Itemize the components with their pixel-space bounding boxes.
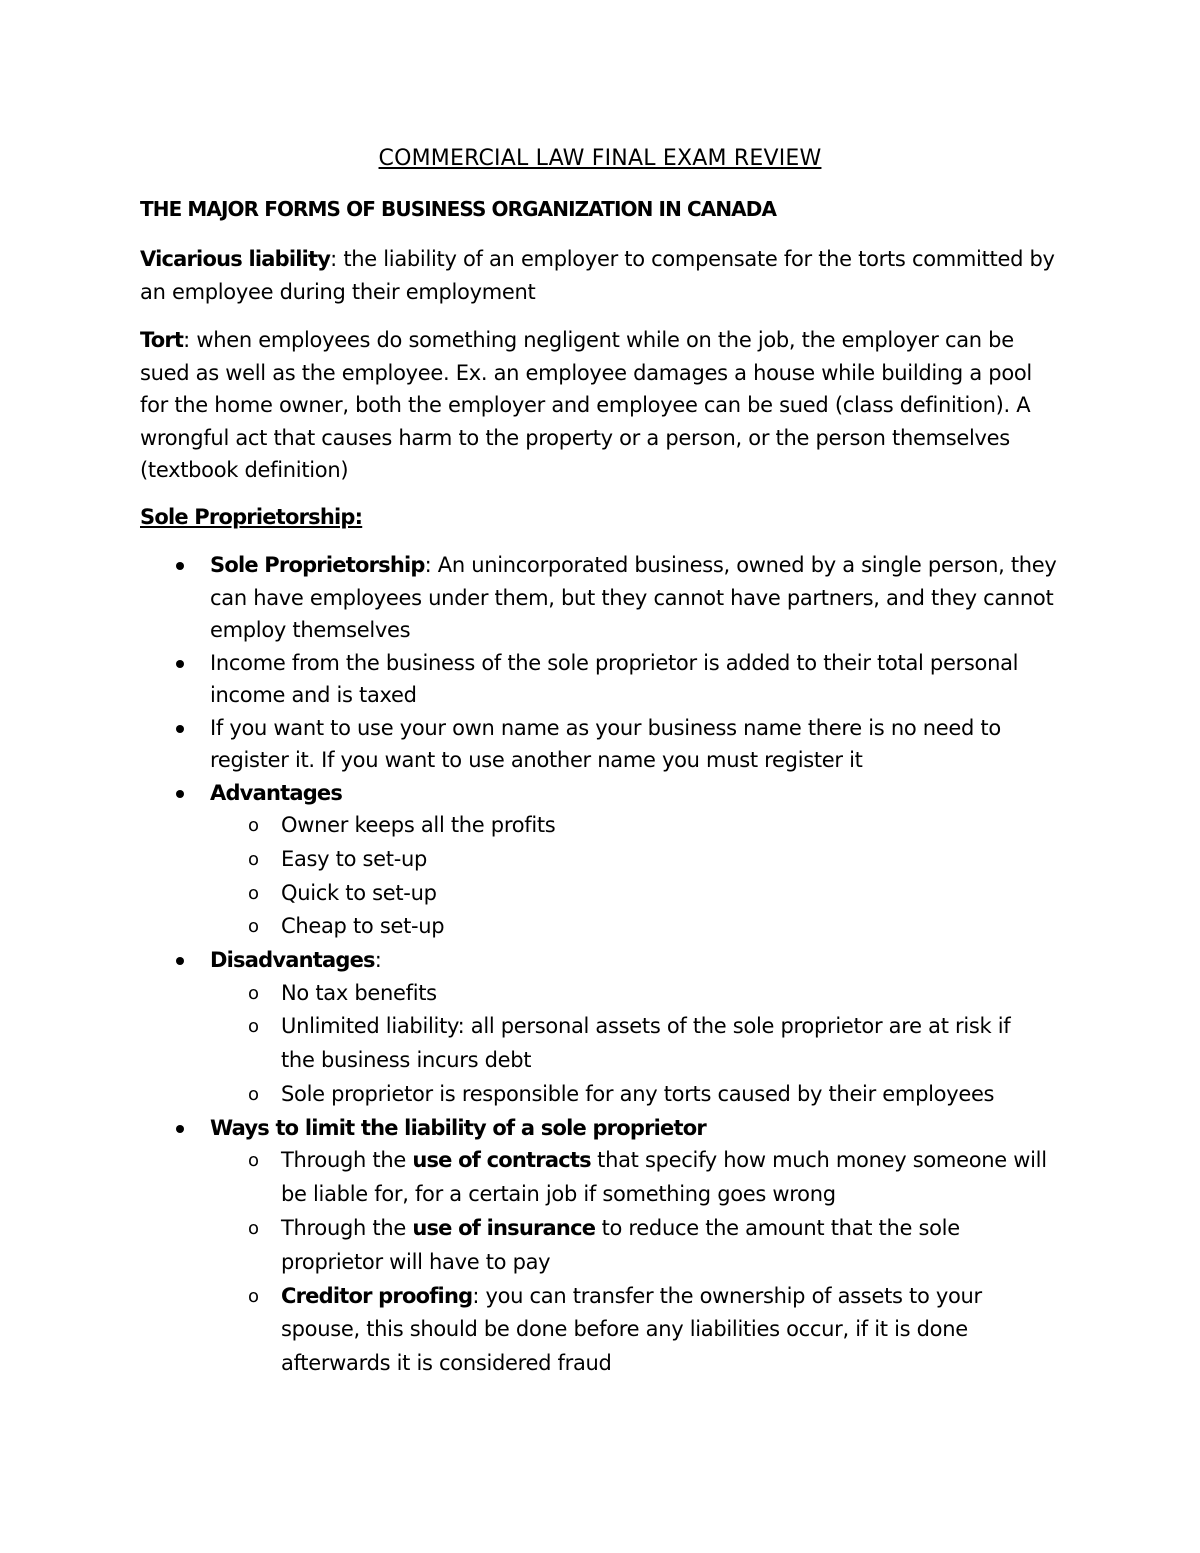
circle-bullet-icon: o xyxy=(248,882,259,904)
vicarious-liability-term: Vicarious liability xyxy=(140,247,331,271)
circle-bullet-icon: o xyxy=(248,1217,259,1239)
income-text: Income from the business of the sole proprietor is added to their total personal income and is taxed xyxy=(210,650,1019,707)
advantage-item: Cheap to set-up xyxy=(281,914,445,939)
way-text: Through the xyxy=(281,1148,413,1173)
way-text: that specify how much money someone will be liable for, for a certain job if something goes wrong xyxy=(281,1148,1047,1207)
bullet-icon xyxy=(176,725,184,733)
ways-to-limit-label: Ways to limit the liability of a sole proprietor xyxy=(210,1115,706,1140)
list-item xyxy=(0,944,1200,1112)
list-item xyxy=(210,877,1070,911)
disadvantage-item: Sole proprietor is responsible for any torts caused by their employees xyxy=(281,1082,995,1107)
tort-paragraph xyxy=(140,324,1060,487)
bullet-icon xyxy=(176,957,184,965)
tort-term: Tort xyxy=(140,328,184,352)
circle-bullet-icon: o xyxy=(248,1084,259,1106)
circle-bullet-icon: o xyxy=(248,916,259,938)
advantage-item: Easy to set-up xyxy=(281,846,428,871)
list-item xyxy=(0,1112,1200,1381)
advantages-list xyxy=(210,809,1070,944)
business-name-text: If you want to use your own name as your business name there is no need to register it. If you want to use another name you must register it xyxy=(210,715,1001,772)
disadvantages-list xyxy=(210,977,1070,1112)
way-text: Through the xyxy=(281,1215,413,1240)
advantages-label: Advantages xyxy=(210,780,343,805)
list-item xyxy=(0,549,1200,647)
list-item xyxy=(0,777,1200,945)
list-item xyxy=(210,1144,1070,1212)
disadvantages-colon: : xyxy=(374,948,382,973)
creditor-proofing-term: Creditor proofing xyxy=(281,1283,473,1308)
ways-to-limit-list xyxy=(210,1144,1070,1381)
disadvantage-item: Unlimited liability: all personal assets of the sole proprietor are at risk if the business incurs debt xyxy=(281,1014,1011,1073)
circle-bullet-icon: o xyxy=(248,815,259,836)
way-text: to reduce the amount that the sole proprietor will have to pay xyxy=(281,1215,960,1274)
use-of-contracts-term: use of contracts xyxy=(412,1148,591,1173)
section-heading: THE MAJOR FORMS OF BUSINESS ORGANIZATION IN CANADA xyxy=(140,197,777,221)
tort-definition: : when employees do something negligent while on the job, the employer can be sued as well as the employee. Ex. an employee damages a house while building a pool for the home owner, both the employer and employee can be sued (class definition). A wrongful act that causes harm to the property or a person, or the person themselves (textbook definition) xyxy=(140,328,1032,482)
sole-proprietorship-term: Sole Proprietorship xyxy=(210,553,425,577)
list-item xyxy=(210,1010,1070,1078)
circle-bullet-icon: o xyxy=(248,1016,259,1038)
advantage-item: Owner keeps all the profits xyxy=(281,813,556,837)
circle-bullet-icon: o xyxy=(248,982,259,1004)
vicarious-liability-definition: : the liability of an employer to compensate for the torts committed by an employee during their employment xyxy=(140,247,1055,304)
disadvantages-label: Disadvantages xyxy=(210,948,375,973)
list-item xyxy=(210,1280,1070,1381)
list-item xyxy=(210,977,1070,1011)
list-item xyxy=(210,843,1070,877)
bullet-icon xyxy=(176,660,184,668)
bullet-icon xyxy=(176,1125,184,1133)
sole-proprietorship-definition: : An unincorporated business, owned by a single person, they can have employees under them, but they cannot have partners, and they cannot employ themselves xyxy=(210,553,1057,642)
bullet-icon xyxy=(176,562,184,570)
circle-bullet-icon: o xyxy=(248,848,259,870)
document-title: COMMERCIAL LAW FINAL EXAM REVIEW xyxy=(378,146,822,171)
circle-bullet-icon: o xyxy=(248,1150,259,1172)
advantage-item: Quick to set-up xyxy=(281,880,437,905)
vicarious-liability-paragraph xyxy=(140,243,1060,308)
list-item xyxy=(0,647,1200,712)
bullet-icon xyxy=(176,790,184,798)
list-item xyxy=(210,809,1070,843)
sole-proprietorship-list xyxy=(0,549,1200,1381)
sole-proprietorship-heading: Sole Proprietorship: xyxy=(140,505,363,529)
list-item xyxy=(210,1078,1110,1112)
list-item xyxy=(210,910,1070,944)
circle-bullet-icon: o xyxy=(248,1285,259,1307)
list-item xyxy=(210,1212,1070,1280)
disadvantage-item: No tax benefits xyxy=(281,980,437,1005)
way-text: : you can transfer the ownership of assets to your spouse, this should be done before any liabilities occur, if it is done afterwards it is considered fraud xyxy=(281,1283,982,1376)
use-of-insurance-term: use of insurance xyxy=(412,1215,596,1240)
list-item xyxy=(0,712,1200,777)
